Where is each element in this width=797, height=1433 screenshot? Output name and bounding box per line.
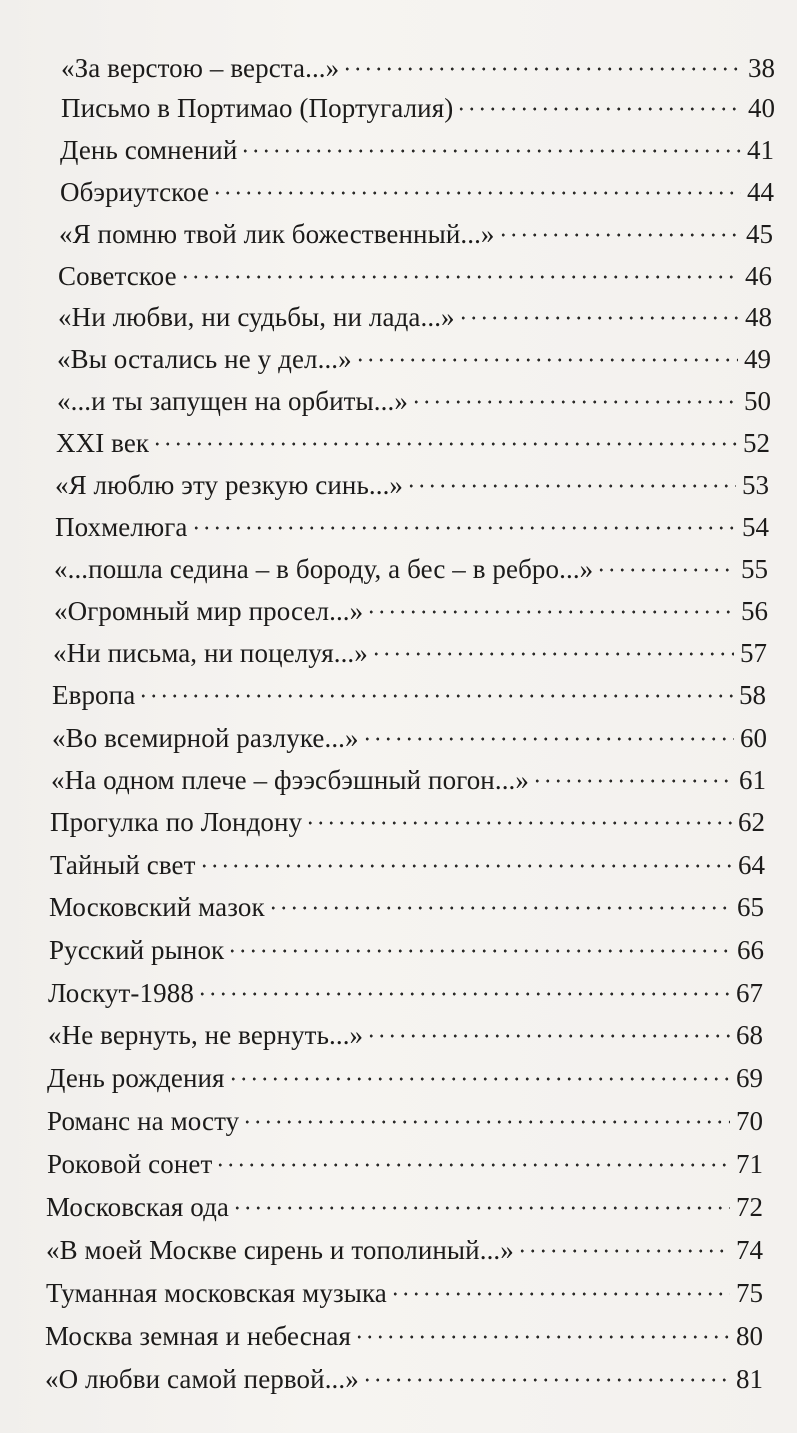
toc-entry-page: 54 bbox=[742, 512, 769, 542]
toc-entry-page: 49 bbox=[744, 344, 771, 374]
dot-leader bbox=[458, 316, 739, 320]
dot-leader bbox=[138, 694, 733, 698]
toc-entry bbox=[60, 172, 774, 212]
dot-leader bbox=[366, 610, 735, 614]
toc-entry-page: 67 bbox=[736, 978, 763, 1008]
toc-entry-title: Московская ода bbox=[46, 1192, 230, 1222]
dot-leader bbox=[268, 906, 731, 910]
toc-entry-title: «Вы остались не у дел...» bbox=[57, 344, 352, 374]
toc-entry-title: Московский мазок bbox=[49, 892, 265, 922]
toc-entry-title: Похмелюга bbox=[55, 512, 188, 542]
toc-entry-page: 48 bbox=[745, 302, 772, 332]
toc-entry bbox=[46, 1230, 763, 1270]
toc-entry-page: 71 bbox=[736, 1149, 763, 1179]
dot-leader bbox=[532, 779, 733, 783]
dot-leader bbox=[242, 1120, 730, 1124]
toc-entry-title: «На одном плече – фээсбэшный погон...» bbox=[51, 765, 530, 795]
toc-entry bbox=[52, 675, 766, 715]
toc-entry-title: Романс на мосту bbox=[47, 1106, 240, 1136]
toc-entry bbox=[57, 339, 771, 379]
toc-entry-title: «В моей Москве сирень и тополиный...» bbox=[46, 1235, 514, 1265]
toc-entry bbox=[51, 760, 766, 800]
toc-entry-title: «О любви самой первой...» bbox=[45, 1364, 359, 1394]
toc-entry bbox=[60, 130, 774, 170]
dot-leader bbox=[199, 864, 733, 868]
toc-entry-title: День рождения bbox=[47, 1063, 225, 1093]
toc-entry-title: Прогулка по Лондону bbox=[50, 807, 303, 837]
toc-entry-title: Русский рынок bbox=[49, 935, 225, 965]
toc-entry bbox=[45, 1316, 763, 1356]
toc-entry-title: «Я помню твой лик божественный...» bbox=[59, 219, 495, 249]
toc-entry-title: «Я люблю эту резкую синь...» bbox=[55, 470, 404, 500]
toc-entry-title: «Во всемирной разлуке...» bbox=[52, 723, 359, 753]
toc-entry bbox=[47, 1144, 763, 1184]
dot-leader bbox=[215, 1163, 730, 1167]
toc-entry-page: 61 bbox=[739, 765, 766, 795]
toc-entry bbox=[58, 297, 772, 337]
toc-entry bbox=[54, 549, 768, 589]
toc-entry-page: 62 bbox=[738, 807, 765, 837]
dot-leader bbox=[411, 400, 738, 404]
toc-entry-title: «Не вернуть, не вернуть...» bbox=[48, 1020, 364, 1050]
toc-entry-title: Обэриутское bbox=[60, 177, 210, 207]
dot-leader bbox=[390, 1292, 730, 1296]
toc-entry bbox=[61, 88, 775, 128]
toc-entry-page: 50 bbox=[744, 386, 771, 416]
toc-entry-page: 66 bbox=[737, 935, 764, 965]
toc-entry-page: 45 bbox=[746, 219, 773, 249]
toc-entry-page: 75 bbox=[736, 1278, 763, 1308]
toc-entry-title: Роковой сонет bbox=[47, 1149, 213, 1179]
toc-entry-page: 44 bbox=[747, 177, 774, 207]
toc-entry bbox=[53, 633, 767, 673]
toc-entry bbox=[59, 214, 773, 254]
toc-entry-title: «Ни письма, ни поцелуя...» bbox=[53, 638, 368, 668]
toc-entry-title: «За верстою – верста...» bbox=[61, 53, 340, 83]
toc-entry bbox=[52, 718, 767, 758]
dot-leader bbox=[517, 1249, 730, 1253]
toc-entry bbox=[49, 930, 764, 970]
dot-leader bbox=[240, 149, 741, 153]
toc-entry-page: 41 bbox=[747, 135, 774, 165]
toc-entry-page: 72 bbox=[736, 1192, 763, 1222]
toc-entry-page: 46 bbox=[745, 261, 772, 291]
toc-entry-page: 52 bbox=[743, 428, 770, 458]
toc-entry bbox=[55, 465, 769, 505]
toc-entry-page: 56 bbox=[741, 596, 768, 626]
dot-leader bbox=[406, 484, 736, 488]
toc-entry-page: 57 bbox=[740, 638, 767, 668]
toc-entry bbox=[61, 48, 775, 88]
toc-entry bbox=[58, 256, 772, 296]
toc-entry-page: 74 bbox=[736, 1235, 763, 1265]
toc-entry bbox=[57, 381, 771, 421]
toc-entry-page: 58 bbox=[739, 680, 766, 710]
toc-entry-title: Лоскут-1988 bbox=[48, 978, 194, 1008]
toc-entry-title: Тайный свет bbox=[50, 850, 196, 880]
toc-entry bbox=[54, 591, 768, 631]
dot-leader bbox=[197, 992, 730, 996]
toc-entry-title: «...и ты запущен на орбиты...» bbox=[57, 386, 408, 416]
dot-leader bbox=[362, 737, 734, 741]
toc-entry-title: XXI век bbox=[56, 428, 150, 458]
dot-leader bbox=[498, 233, 740, 237]
toc-entry-page: 65 bbox=[737, 892, 764, 922]
dot-leader bbox=[152, 442, 737, 446]
dot-leader bbox=[355, 358, 738, 362]
toc-entry-page: 81 bbox=[736, 1364, 763, 1394]
dot-leader bbox=[232, 1206, 730, 1210]
dot-leader bbox=[342, 67, 742, 71]
dot-leader bbox=[191, 526, 737, 530]
toc-entry-page: 80 bbox=[736, 1321, 763, 1351]
toc-entry-page: 64 bbox=[738, 850, 765, 880]
toc-entry-page: 40 bbox=[748, 93, 775, 123]
dot-leader bbox=[227, 949, 731, 953]
toc-entry-page: 53 bbox=[742, 470, 769, 500]
toc-entry-page: 70 bbox=[736, 1106, 763, 1136]
toc-entry-title: «Ни любви, ни судьбы, ни лада...» bbox=[58, 302, 455, 332]
toc-entry-title: Туманная московская музыка bbox=[46, 1278, 387, 1308]
dot-leader bbox=[305, 821, 732, 825]
toc-entry bbox=[49, 887, 764, 927]
toc-entry bbox=[46, 1273, 763, 1313]
toc-entry bbox=[47, 1058, 763, 1098]
toc-entry bbox=[45, 1359, 763, 1399]
dot-leader bbox=[354, 1335, 730, 1339]
toc-entry bbox=[55, 507, 769, 547]
dot-leader bbox=[362, 1378, 730, 1382]
toc-entry bbox=[56, 423, 770, 463]
dot-leader bbox=[228, 1077, 730, 1081]
toc-entry-title: Советское bbox=[58, 261, 177, 291]
toc-entry-page: 38 bbox=[748, 53, 775, 83]
toc-entry-title: «Огромный мир просел...» bbox=[54, 596, 364, 626]
toc-entry bbox=[48, 973, 763, 1013]
toc-entry-title: Европа bbox=[52, 680, 136, 710]
dot-leader bbox=[212, 191, 741, 195]
toc-entry-title: Москва земная и небесная bbox=[45, 1321, 351, 1351]
toc-entry-page: 60 bbox=[740, 723, 767, 753]
dot-leader bbox=[596, 568, 735, 572]
toc-entry bbox=[47, 1101, 763, 1141]
toc-entry bbox=[50, 845, 765, 885]
toc-entry bbox=[46, 1187, 763, 1227]
dot-leader bbox=[456, 107, 742, 111]
toc-entry bbox=[50, 802, 765, 842]
dot-leader bbox=[371, 652, 734, 656]
toc-entry-title: Письмо в Портимао (Португалия) bbox=[61, 93, 454, 123]
toc-entry bbox=[48, 1015, 763, 1055]
toc-entry-page: 69 bbox=[736, 1063, 763, 1093]
toc-entry-title: «...пошла седина – в бороду, а бес – в ребро...» bbox=[54, 554, 594, 584]
toc-entry-title: День сомнений bbox=[60, 135, 238, 165]
toc-entry-page: 55 bbox=[741, 554, 768, 584]
toc-entry-page: 68 bbox=[736, 1020, 763, 1050]
dot-leader bbox=[180, 275, 739, 279]
dot-leader bbox=[366, 1034, 730, 1038]
